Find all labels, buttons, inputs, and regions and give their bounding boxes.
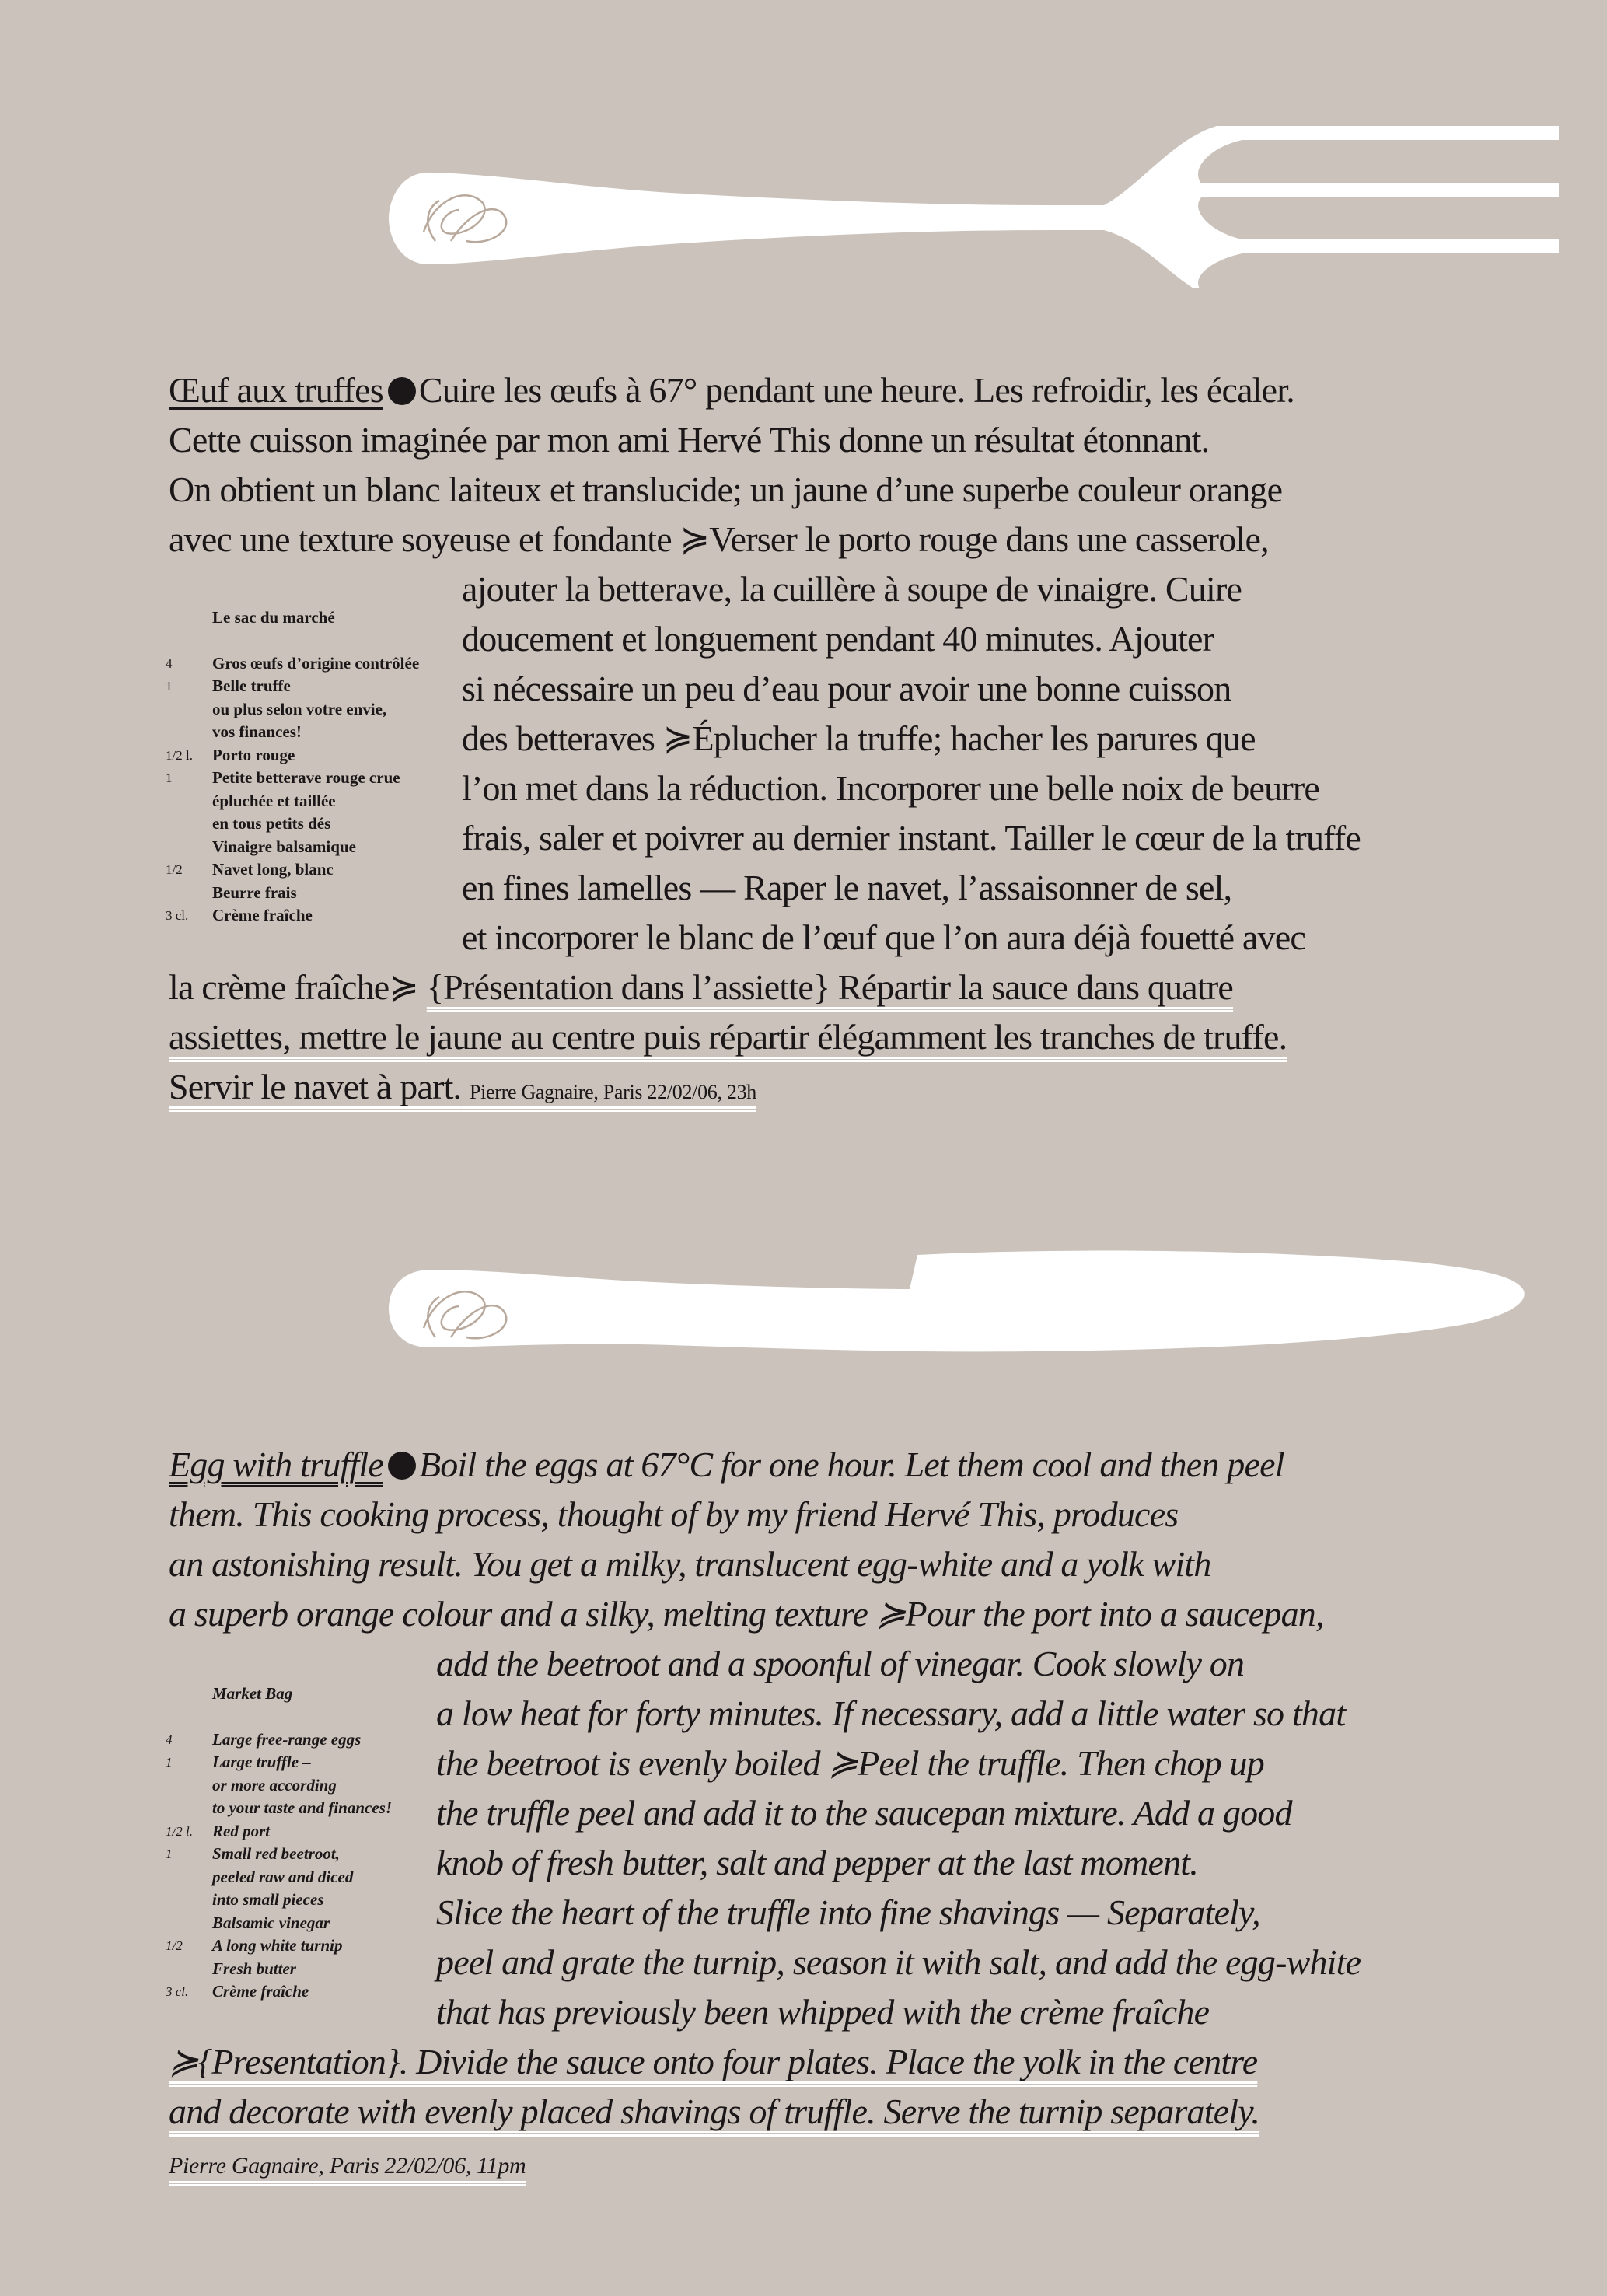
presentation-text: {Présentation dans l’assiette} Répartir la sauce dans quatre — [426, 967, 1234, 1007]
ingredient-row: 1/2 A long white turnip — [166, 1936, 343, 1955]
signature-en: Pierre Gagnaire, Paris 22/02/06, 11pm — [169, 2153, 526, 2179]
ingredient-row: 1 Small red beetroot, — [166, 1844, 340, 1863]
recipe-line: ajouter la betterave, la cuillère à soupe de vinaigre. Cuire — [462, 569, 1242, 609]
recipe-line: a superb orange colour and a silky, melting texture ≽Pour the port into a saucepan, — [169, 1594, 1324, 1634]
recipe-line: l’on met dans la réduction. Incorporer une belle noix de beurre — [462, 768, 1319, 808]
fork-icon — [0, 124, 1607, 288]
recipe-line: Servir le navet à part. — [169, 1067, 462, 1106]
recipe-line: des betteraves ≽Éplucher la truffe; hacher les parures que — [462, 718, 1256, 758]
knife-icon — [0, 1244, 1607, 1368]
recipe-line: them. This cooking process, thought of by my friend Hervé This, produces — [169, 1494, 1179, 1534]
recipe-line: Boil the eggs at 67°C for one hour. Let them cool and then peel — [418, 1445, 1284, 1484]
recipe-line: the beetroot is evenly boiled ≽Peel the truffle. Then chop up — [436, 1743, 1264, 1783]
recipe-line: et incorporer le blanc de l’œuf que l’on aura déjà fouetté avec — [462, 917, 1305, 957]
recipe-line: knob of fresh butter, salt and pepper at the last moment. — [436, 1843, 1198, 1882]
recipe-title-en: Egg with truffle — [169, 1445, 383, 1484]
ingredient-row: ou plus selon votre envie, — [212, 699, 387, 718]
recipe-line: Cuire les œufs à 67° pendant une heure. Les refroidir, les écaler. — [418, 370, 1294, 410]
market-bag-fr — [166, 606, 419, 928]
bullet-dot-icon — [388, 1452, 416, 1480]
recipe-line: a low heat for forty minutes. If necessary, add a little water so that — [436, 1693, 1346, 1733]
ingredient-row: Vinaigre balsamique — [212, 837, 356, 856]
market-bag-en — [166, 1683, 392, 2004]
recipe-line: avec une texture soyeuse et fondante ≽Verser le porto rouge dans une casserole, — [169, 519, 1269, 559]
recipe-line: si nécessaire un peu d’eau pour avoir une bonne cuisson — [462, 669, 1231, 708]
ingredient-row: 3 cl. Crème fraîche — [166, 906, 313, 924]
ingredient-row: 4 Gros œufs d’origine contrôlée — [166, 653, 420, 673]
ingredient-row: 1 Large truffle – — [166, 1753, 311, 1771]
recipe-line: and decorate with evenly placed shavings of truffle. Serve the turnip separately. — [169, 2092, 1260, 2131]
ingredient-row: to your taste and finances! — [212, 1798, 393, 1817]
ingredient-row: vos finances! — [212, 722, 302, 741]
ingredient-row: Fresh butter — [212, 1959, 296, 1978]
recipe-line: On obtient un blanc laiteux et translucide; un jaune d’une superbe couleur orange — [169, 470, 1283, 509]
ingredient-row: 1/2 Navet long, blanc — [166, 860, 334, 879]
bullet-dot-icon — [388, 377, 416, 405]
ingredient-row: en tous petits dés — [212, 814, 331, 833]
ingredient-row: into small pieces — [212, 1890, 324, 1909]
recipe-line: the truffle peel and add it to the saucepan mixture. Add a good — [436, 1793, 1292, 1833]
ingredient-row: 1/2 l. Red port — [166, 1821, 271, 1840]
recipe-line: Slice the heart of the truffle into fine shavings — Separately, — [436, 1892, 1260, 1932]
recipe-line: doucement et longuement pendant 40 minutes. Ajouter — [462, 619, 1214, 659]
ingredient-row: Balsamic vinegar — [212, 1913, 330, 1932]
recipe-line: add the beetroot and a spoonful of vinegar. Cook slowly on — [436, 1644, 1245, 1683]
ingredient-row: 1 Belle truffe — [166, 676, 291, 695]
recipe-line: an astonishing result. You get a milky, translucent egg-white and a yolk with — [169, 1544, 1211, 1584]
ingredient-row: peeled raw and diced — [212, 1867, 354, 1886]
recipe-line: frais, saler et poivrer au dernier instant. Tailler le cœur de la truffe — [462, 818, 1361, 858]
ingredient-row: or more according — [212, 1775, 337, 1795]
ingredient-row: 1 Petite betterave rouge crue — [166, 768, 400, 787]
recipe-line: la crème fraîche≽ — [169, 967, 427, 1007]
ingredient-row: épluchée et taillée — [212, 791, 336, 810]
recipe-line: assiettes, mettre le jaune au centre puis répartir élégamment les tranches de truffe. — [169, 1017, 1287, 1057]
recipe-title-fr: Œuf aux truffes — [169, 370, 383, 410]
recipe-line: Cette cuisson imaginée par mon ami Hervé This donne un résultat étonnant. — [169, 420, 1210, 460]
recipe-line: peel and grate the turnip, season it with salt, and add the egg-white — [436, 1942, 1361, 1982]
presentation-text: ≽{Presentation}. Divide the sauce onto four plates. Place the yolk in the centre — [169, 2042, 1258, 2081]
ingredient-row: 3 cl. Crème fraîche — [166, 1982, 309, 2001]
signature-fr: Pierre Gagnaire, Paris 22/02/06, 23h — [469, 1081, 756, 1103]
recipe-line: en fines lamelles — Raper le navet, l’assaisonner de sel, — [462, 868, 1232, 907]
ingredient-row: 1/2 l. Porto rouge — [166, 745, 295, 764]
market-bag-title: Le sac du marché — [212, 608, 335, 627]
market-bag-title: Market Bag — [212, 1684, 293, 1703]
ingredient-row: 4 Large free-range eggs — [166, 1729, 362, 1749]
recipe-line: that has previously been whipped with the crème fraîche — [436, 1992, 1210, 2032]
ingredient-row: Beurre frais — [212, 882, 297, 902]
